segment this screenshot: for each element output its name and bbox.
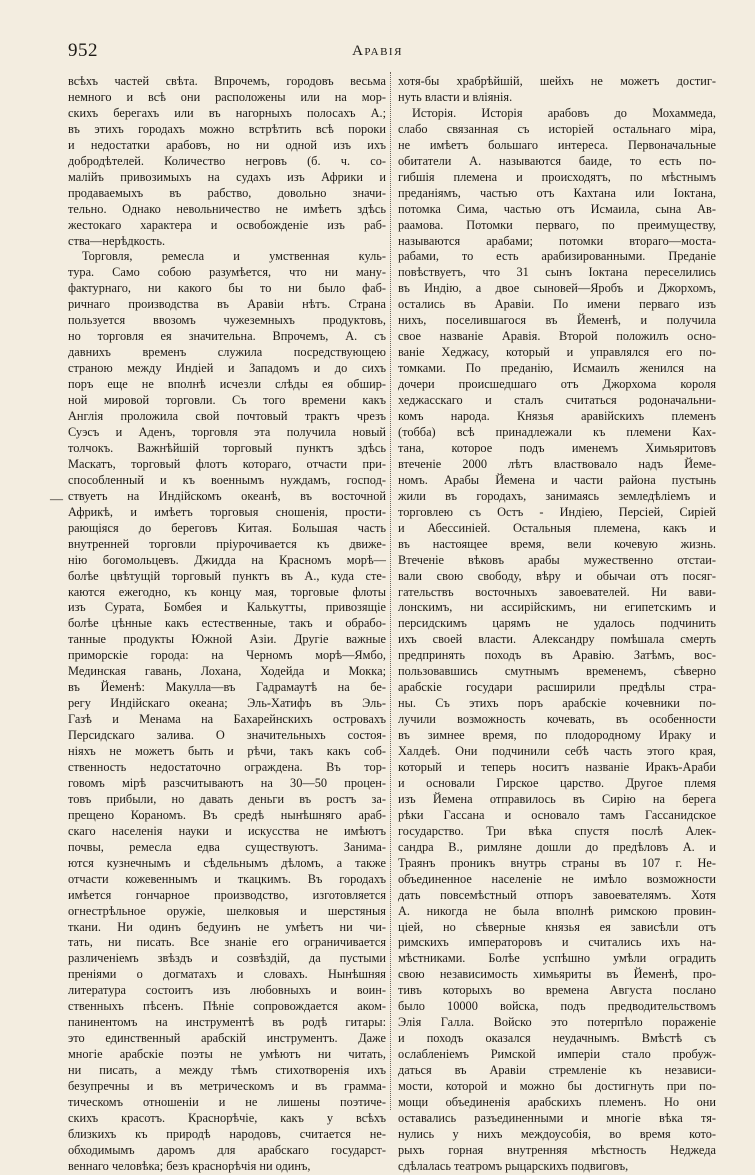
text-line: ны. Съ этихъ поръ арабскіе кочевники по-: [398, 696, 716, 711]
text-line: фактурнаго, ни какого бы то ни было фаб-: [68, 281, 386, 296]
text-line: въ этихъ городахъ можно встрѣтить всѣ пороки: [68, 121, 386, 136]
text-line: свою независимость химьяриты въ Йеменѣ, про-: [398, 967, 716, 982]
left-column: [68, 74, 386, 1175]
text-line: скихъ берегахъ или въ нагорныхъ полосахъ А.;: [68, 105, 386, 120]
text-line: мощи объединенія арабскихъ племенъ. Но они: [398, 1095, 716, 1109]
text-line: жестокаго характера и освобожденіе изъ раб-: [68, 217, 386, 232]
running-title: Аравія: [352, 43, 403, 59]
column-divider: [390, 72, 392, 1110]
text-line: въ настоящее время, вели кочевую жизнь.: [398, 536, 716, 551]
text-line: Газѣ и Менама на Бахарейнскихъ островахъ: [68, 712, 386, 727]
text-line: имѣется гончарное производство, изготовляется: [68, 887, 386, 902]
text-line: рыхъ горная внутренняя мѣстность Неджеда: [398, 1142, 716, 1157]
text-line: преніями о догматахъ и словахъ. Нынѣшняя: [68, 967, 386, 982]
text-line: ственныхъ пѣсенъ. Пѣніе сопровождается аком-: [68, 999, 386, 1014]
text-line: нуть власти и вліянія.: [398, 89, 513, 104]
text-line: комъ народа. Князья аравійскихъ племенъ: [398, 409, 716, 424]
text-line: свое названіе Аравія. Второй положилъ осно-: [398, 329, 716, 344]
margin-mark: —: [50, 491, 63, 506]
text-line: панинентомъ на инструментѣ въ родѣ гитары:: [68, 1015, 386, 1030]
text-line: Элія Галла. Войско это потерпѣло пораженіе: [398, 1015, 716, 1030]
text-line: близкихъ къ природѣ народовъ, считается не-: [68, 1126, 386, 1141]
text-line: въ зимнее время, по плодородному Ираку и: [398, 728, 716, 743]
text-line: тельно. Однако невольничество не имѣетъ здѣсь: [68, 201, 386, 216]
text-line: Африкѣ, и имѣетъ торговыя сношенія, прости-: [68, 504, 386, 519]
text-line: Персидскаго залива. О значительныхъ состоя-: [68, 728, 386, 743]
text-line: номъ. Арабы Йемена и части района пустынь: [398, 472, 716, 487]
text-line: внутренней торговли пріурочивается къ движе-: [68, 536, 386, 551]
text-line: Англія проложила свой почтовый трактъ чрезъ: [68, 409, 386, 424]
text-line: скаго населенія науки и искусства не имѣютъ: [68, 823, 386, 838]
text-line: отчасти кожевеннымъ и ткацкимъ. Въ городахъ: [68, 871, 386, 886]
text-line: лонскимъ, ни ассирійскимъ, ни египетскимъ и: [398, 600, 716, 615]
text-line: ствуетъ на Индійскомъ океанѣ, въ восточной: [68, 488, 386, 503]
text-line: А. никогда не была вполнѣ римскою провин-: [398, 903, 716, 918]
text-line: государство. Три вѣка спустя послѣ Алек-: [398, 823, 716, 838]
text-line: страною между Индіей и Западомъ и до сихъ: [68, 361, 386, 376]
text-line: тическомъ отношеніи и не лишены поэтиче-: [68, 1095, 386, 1109]
text-line: литература состоитъ изъ любовныхъ и воин-: [68, 983, 386, 998]
text-line: малійъ привозимыхъ на судахъ изъ Африки и: [68, 169, 386, 184]
text-line: товъ прибыли, но давать деньги въ ростъ за-: [68, 791, 386, 806]
text-line: и основали Гирское царство. Другое племя: [398, 775, 716, 790]
text-line: раамова. Потомки перваго, по преимуществу,: [398, 217, 716, 232]
text-line: способленный и къ военнымъ нуждамъ, господ-: [68, 472, 386, 487]
text-line: болѣе цвѣтущій торговый пунктъ въ А., куда сте-: [68, 568, 386, 583]
text-line: веннаго человѣка; безъ краснорѣчія ни одинъ,: [68, 1158, 311, 1173]
text-line: рабами, то есть арабизированными. Преданіе: [398, 249, 716, 264]
right-column: [398, 74, 716, 1175]
text-line: сандра В., римляне дошли до предѣловъ А. и: [398, 839, 716, 854]
text-line: было 10000 войска, подъ предводительствомъ: [398, 999, 716, 1014]
text-line: хеджасскаго и сталъ считаться родоначальни-: [398, 393, 716, 408]
text-line: мѣстниками. Болѣе успѣшно умѣли оградить: [398, 951, 716, 966]
text-line: предпринять походъ въ Аравію. Затѣмъ, вос-: [398, 648, 716, 663]
text-line: и Абессиніей. Остальныя племена, какъ и: [398, 520, 716, 535]
text-line: который и теперь носитъ названіе Иракъ-Араби: [398, 759, 716, 774]
text-line: Маскатъ, торговый флотъ котораго, отчасти при-: [68, 456, 386, 471]
text-line: продаваемыхъ въ рабство, довольно значи-: [68, 185, 386, 200]
text-line: Втеченіе вѣковъ арабы мужественно отстаи-: [398, 552, 716, 567]
text-line: дать повсемѣстный отпоръ завоевателямъ. Хотя: [398, 887, 716, 902]
text-line: въ Йеменѣ: Макулла—въ Гадрамаутѣ на бе-: [68, 680, 386, 695]
page-number: 952: [68, 40, 98, 61]
text-line: ни писать, а между тѣмъ стихотворенія ихъ: [68, 1063, 386, 1078]
text-line: ной мировой торговли. Съ того времени какъ: [68, 393, 386, 408]
text-line: мости, которой и можно бы достигнуть при по-: [398, 1079, 716, 1094]
text-line: многіе арабскіе поэты не умѣютъ ни читать,: [68, 1047, 386, 1062]
text-line: безупречны и въ метрическомъ и въ грамма-: [68, 1079, 386, 1094]
text-line: даться въ Аравіи стремленіе къ независи-: [398, 1063, 716, 1078]
text-line: Траянъ проникъ внутрь страны въ 107 г. Не-: [398, 855, 716, 870]
text-line: нихъ, поселившагося въ Йеменѣ, и получила: [398, 313, 716, 328]
text-line: ніяхъ не можетъ быть и рѣчи, такъ какъ соб-: [68, 744, 386, 759]
text-line: регу Индійскаго океана; Эль-Хатифъ въ Эль-: [68, 696, 386, 711]
text-line: томками. По преданію, Исмаилъ женился на: [398, 361, 716, 376]
text-line: втеченіе 2000 лѣтъ властвовало надъ Йеме-: [398, 456, 716, 471]
text-line: (тобба) всѣ принадлежали къ племени Ках-: [398, 424, 716, 439]
text-line: лучили возможность кочевать, въ особенности: [398, 712, 716, 727]
text-line: танные продукты Южной Азіи. Другіе важные: [68, 632, 386, 647]
text-line: потомка Сима, частью отъ Исмаила, сына Ав-: [398, 201, 716, 216]
text-line: дочери происшедшаго отъ Джорхома короля: [398, 377, 716, 392]
text-line: Мединская гавань, Лохана, Ходейда и Мокка;: [68, 664, 386, 679]
text-line: нулись у нихъ междоусобія, во время кото-: [398, 1126, 716, 1141]
text-line: Халдеѣ. Они подчинили себѣ часть этого края,: [398, 744, 716, 759]
text-line: ткани. Ни одинъ бедуинъ не умѣетъ ни чи-: [68, 919, 386, 934]
text-line: добродѣтелей. Количество негровъ (б. ч. со-: [68, 153, 386, 168]
text-line: жили въ городахъ, занимаясь земледѣліемъ и: [398, 488, 716, 503]
text-line: это единственный арабскій инструментъ. Даже: [68, 1031, 386, 1046]
text-line: давнихъ временъ служила посредствующею: [68, 345, 386, 360]
text-line: почвы, ремесла едва существуютъ. Занима-: [68, 839, 386, 854]
text-line: изъ Йемена отправилось въ Сирію на берега: [398, 791, 716, 806]
text-line: Суэсъ и Аденъ, торговля эта получила новый: [68, 424, 386, 439]
text-line: остались въ Аравіи. По имени перваго изъ: [398, 297, 716, 312]
text-line: рѣки Гассана и основало тамъ Гассанидское: [398, 807, 716, 822]
text-line: прещено Кораномъ. Въ средѣ нынѣшняго араб-: [68, 807, 386, 822]
text-line: сдѣлалась театромъ рыцарскихъ подвиговъ,: [398, 1158, 629, 1173]
text-line: ричнаго производства въ Аравіи нѣтъ. Страна: [68, 297, 386, 312]
text-line: персидскимъ царямъ не удалось подчинить: [398, 616, 716, 631]
text-line: и походъ оказался неудачнымъ. Вмѣстѣ съ: [398, 1031, 716, 1046]
text-line: преданіямъ, частью отъ Кахтана или Іоктана,: [398, 185, 716, 200]
text-line: римскихъ императоровъ и считались ихъ на-: [398, 935, 716, 950]
text-line: рающіяся до береговъ Китая. Большая часть: [68, 520, 386, 535]
text-line: ваніе Хеджасу, который и управлялся его по-: [398, 345, 716, 360]
text-line: ства—нерѣдкость.: [68, 233, 166, 248]
text-line: огнестрѣльное оружіе, шелковыя и шерстяныя: [68, 903, 386, 918]
text-line: объединенное населеніе не имѣло возможности: [398, 871, 716, 886]
text-line: скихъ красотъ. Краснорѣчіе, какъ у всѣхъ: [68, 1110, 386, 1125]
text-line: поръ еще не вполнѣ исчезли слѣды ея обшир-: [68, 377, 386, 392]
text-line: арабскіе государи расширили предѣлы стра-: [398, 680, 716, 695]
text-line: пользуется ввозомъ чужеземныхъ продуктовъ,: [68, 313, 386, 328]
text-line: Исторія. Исторія арабовъ до Мохаммеда,: [412, 105, 716, 120]
text-line: хотя-бы храбрѣйшій, шейхъ не можетъ достиг-: [398, 74, 716, 88]
text-line: въ Индію, а двое сыновей—Яробъ и Джорхомъ,: [398, 281, 716, 296]
text-line: торговлею съ Остъ - Индіею, Персіей, Сиріей: [398, 504, 716, 519]
text-line: но торговля ея значительна. Впрочемъ, А. съ: [68, 329, 386, 344]
text-line: повѣствуетъ, что 31 сынъ Іоктана переселились: [398, 265, 716, 280]
text-line: нію богомольцевъ. Джидда на Красномъ морѣ—: [68, 552, 386, 567]
text-line: тать, ни писать. Все знаніе его ограничивается: [68, 935, 386, 950]
text-line: ціей, но сѣверные князья ея зависѣли отъ: [398, 919, 716, 934]
text-line: ихъ своей власти. Александру помѣшала смерть: [398, 632, 716, 647]
text-line: гибшія племена и происходятъ, по мѣстнымъ: [398, 169, 716, 184]
text-line: немного и всѣ они расположены или на мор-: [68, 89, 386, 104]
text-line: не имѣетъ большаго интереса. Первоначальные: [398, 137, 716, 152]
text-line: болѣе цѣнные какъ естественные, такъ и обрабо-: [68, 616, 386, 631]
text-line: ются кузнечнымъ и сѣдельнымъ дѣломъ, а также: [68, 855, 386, 870]
text-line: различеніемъ звѣздъ и созвѣздій, да пустыми: [68, 951, 386, 966]
text-line: обитатели А. называются баиде, то есть по-: [398, 153, 716, 168]
text-line: тивъ которыхъ во времена Августа послано: [398, 983, 716, 998]
text-line: тана, которое подъ именемъ Химьяритовъ: [398, 440, 716, 455]
text-line: всѣхъ частей свѣта. Впрочемъ, городовъ весьма: [68, 74, 386, 88]
text-line: оставались разъединенными и многіе вѣка тя-: [398, 1110, 716, 1125]
text-line: приморскіе города: на Черномъ морѣ—Ямбо,: [68, 648, 386, 663]
text-line: слабо связанная съ исторіей остальнаго міра,: [398, 121, 716, 136]
text-line: ственность недостаточно ограждена. Въ тор-: [68, 759, 386, 774]
text-line: ослабленіемъ Римской имперіи стало пробуж-: [398, 1047, 716, 1062]
text-line: гательствъ восточныхъ завоевателей. Ни вави-: [398, 584, 716, 599]
text-line: пользовавшись смутнымъ временемъ, сѣверно: [398, 664, 716, 679]
text-line: тура. Само собою разумѣется, что ни ману-: [68, 265, 386, 280]
text-line: Торговля, ремесла и умственная куль-: [82, 249, 386, 264]
text-line: обходимымъ даромъ для арабскаго государст-: [68, 1142, 386, 1157]
text-line: называются арабами; потомки втораго—моста-: [398, 233, 716, 248]
text-line: каются ежегодно, къ концу мая, торговые флоты: [68, 584, 386, 599]
text-line: говомъ мірѣ разсчитываютъ на 30—50 процен-: [68, 775, 386, 790]
text-line: толчокъ. Важнѣйшій торговый пунктъ здѣсь: [68, 440, 386, 455]
text-line: вали свою свободу, вѣру и обычаи отъ посяг-: [398, 568, 716, 583]
text-line: и недостатки арабовъ, но ни одной изъ ихъ: [68, 137, 386, 152]
text-line: изъ Сурата, Бомбея и Калькутты, привозящіе: [68, 600, 386, 615]
